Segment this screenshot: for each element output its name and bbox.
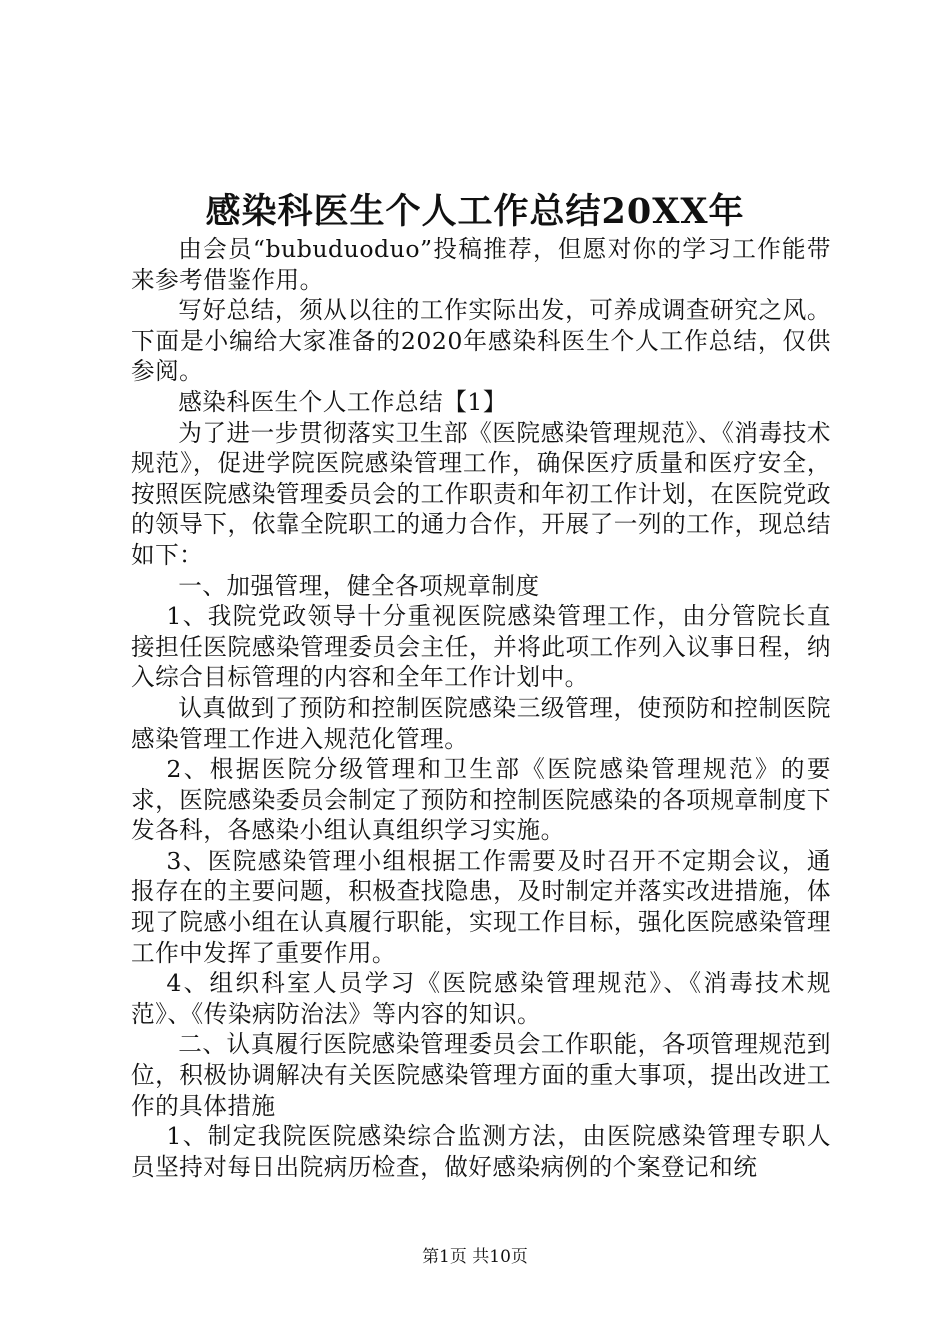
section-heading: 感染科医生个人工作总结【1】 bbox=[178, 387, 507, 416]
section-heading-2: 二、认真履行医院感染管理委员会工作职能，各项管理规范到位，积极协调解决有关医院感染管理方面的重大事项，提出改进工作的具体措施 bbox=[131, 1030, 831, 1120]
paragraph-intro: 由会员“bubuduoduo”投稿推荐，但愿对你的学习工作能带来参考借鉴作用。 bbox=[131, 235, 831, 294]
document-title: 感染科医生个人工作总结20XX年 bbox=[205, 191, 745, 232]
paragraph-item-4: 4、组织科室人员学习《医院感染管理规范》、《消毒技术规范》、《传染病防治法》等内容的知识。 bbox=[131, 969, 831, 1028]
paragraph-overview: 为了进一步贯彻落实卫生部《医院感染管理规范》、《消毒技术规范》，促进学院医院感染管理工作，确保医疗质量和医疗安全，按照医院感染管理委员会的工作职责和年初工作计划，在医院党政的领导下，依靠全院职工的通力合作，开展了一列的工作，现总结如下： bbox=[131, 418, 831, 569]
paragraph-item-3: 3、医院感染管理小组根据工作需要及时召开不定期会议，通报存在的主要问题，积极查找隐患，及时制定并落实改进措施，体现了院感小组在认真履行职能，实现工作目标，强化医院感染管理工作中发挥了重要作用。 bbox=[131, 846, 831, 967]
paragraph-item-1: 1、我院党政领导十分重视医院感染管理工作，由分管院长直接担任医院感染管理委员会主任，并将此项工作列入议事日程，纳入综合目标管理的内容和全年工作计划中。 bbox=[131, 602, 831, 692]
paragraph-item-1-cont: 认真做到了预防和控制医院感染三级管理，使预防和控制医院感染管理工作进入规范化管理。 bbox=[131, 693, 831, 753]
page-number-footer: 第1页 共10页 bbox=[422, 1247, 528, 1267]
paragraph-summary-tip: 写好总结，须从以往的工作实际出发，可养成调查研究之风。下面是小编给大家准备的2020年感染科医生个人工作总结，仅供参阅。 bbox=[131, 296, 831, 386]
section-heading-1: 一、加强管理，健全各项规章制度 bbox=[178, 571, 540, 600]
document-body bbox=[131, 234, 831, 1182]
paragraph-item-2-1: 1、制定我院医院感染综合监测方法，由医院感染管理专职人员坚持对每日出院病历检查，做好感染病例的个案登记和统 bbox=[131, 1122, 831, 1181]
paragraph-item-2: 2、根据医院分级管理和卫生部《医院感染管理规范》的要求，医院感染委员会制定了预防和控制医院感染的各项规章制度下发各科，各感染小组认真组织学习实施。 bbox=[131, 755, 831, 845]
